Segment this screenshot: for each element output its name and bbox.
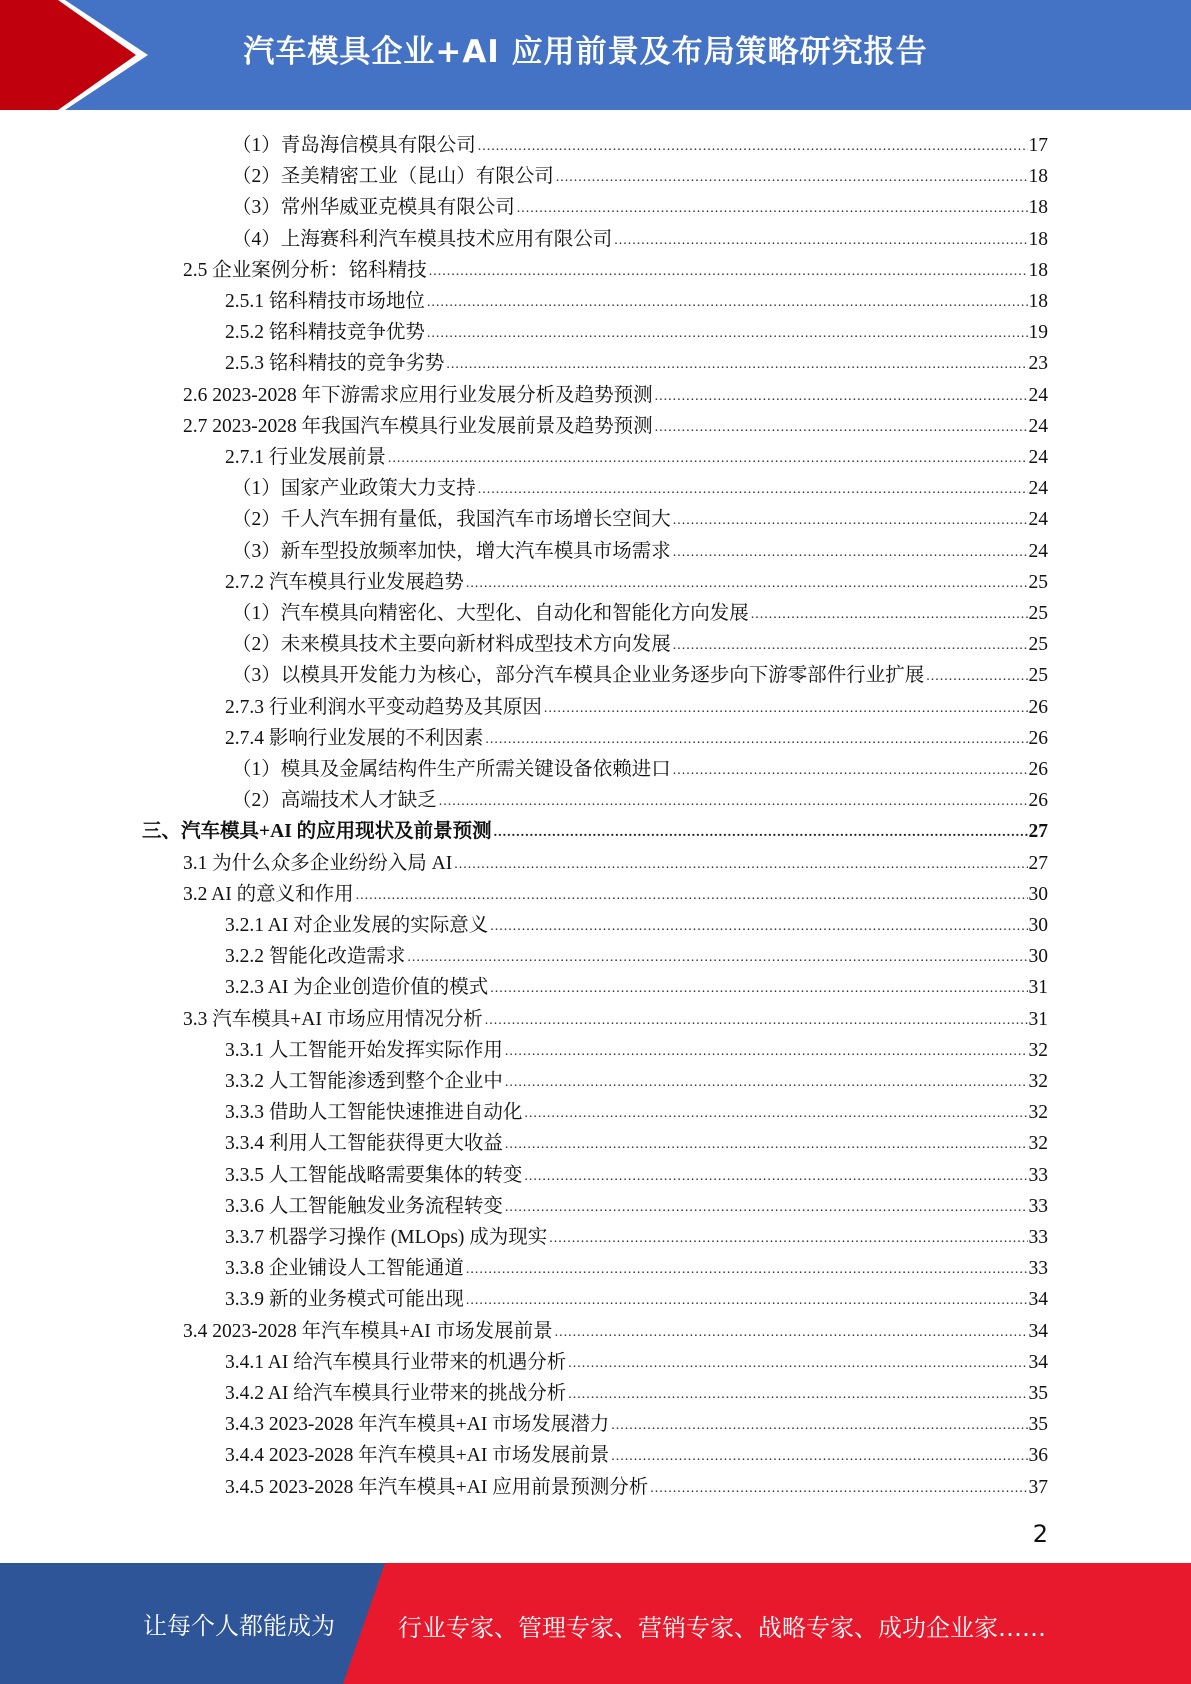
toc-entry[interactable] xyxy=(232,657,1048,688)
toc-dot-leader xyxy=(485,727,1027,751)
toc-entry-page: 26 xyxy=(1028,790,1048,812)
toc-dot-leader xyxy=(505,1070,1028,1094)
toc-entry-page: 26 xyxy=(1028,759,1048,780)
toc-entry[interactable] xyxy=(225,1219,1048,1250)
toc-dot-leader xyxy=(556,165,1028,189)
toc-entry-title: 2.5.2 铭科精技竞争优势 xyxy=(225,322,425,344)
footer-slogan-left: 让每个人都能成为 xyxy=(143,1612,335,1640)
toc-entry[interactable] xyxy=(225,938,1048,969)
toc-entry-title: （3）以模具开发能力为核心，部分汽车模具企业业务逐步向下游零部件行业扩展 xyxy=(232,665,925,687)
toc-entry-page: 26 xyxy=(1028,696,1048,718)
toc-entry-title: 3.3.8 企业铺设人工智能通道 xyxy=(225,1258,464,1280)
toc-entry-page: 35 xyxy=(1028,1414,1048,1436)
toc-entry[interactable] xyxy=(225,689,1048,720)
toc-entry-title: 3.3.4 利用人工智能获得更大收益 xyxy=(225,1133,503,1155)
toc-entry-page: 24 xyxy=(1028,384,1048,406)
toc-entry[interactable] xyxy=(183,252,1048,283)
footer-slogan-right: 行业专家、管理专家、营销专家、战略专家、成功企业家…… xyxy=(398,1614,1046,1642)
toc-entry-page: 19 xyxy=(1028,322,1048,344)
toc-dot-leader xyxy=(478,134,1028,158)
toc-entry[interactable] xyxy=(232,158,1048,189)
toc-entry[interactable] xyxy=(183,408,1048,439)
toc-dot-leader xyxy=(446,352,1027,376)
toc-entry[interactable] xyxy=(225,720,1048,751)
toc-entry-title: （3）新车型投放频率加快，增大汽车模具市场需求 xyxy=(232,540,671,562)
toc-entry-page: 33 xyxy=(1028,1227,1048,1248)
toc-entry-title: 3.2.1 AI 对企业发展的实际意义 xyxy=(225,915,489,936)
toc-entry-page: 30 xyxy=(1028,915,1048,936)
toc-dot-leader xyxy=(490,914,1027,938)
toc-dot-leader xyxy=(555,1320,1028,1344)
toc-entry[interactable] xyxy=(232,189,1048,220)
toc-entry-title: 3.3.1 人工智能开始发挥实际作用 xyxy=(225,1039,503,1061)
toc-entry-title: 3.4.5 2023-2028 年汽车模具+AI 应用前景预测分析 xyxy=(225,1476,649,1498)
toc-dot-leader xyxy=(478,477,1028,501)
toc-entry-title: 3.3.5 人工智能战略需要集体的转变 xyxy=(225,1164,523,1186)
toc-entry-title: 3.4.2 AI 给汽车模具行业带来的挑战分析 xyxy=(225,1383,567,1404)
toc-entry-page: 25 xyxy=(1028,634,1048,656)
toc-dot-leader xyxy=(549,1226,1027,1250)
toc-entry[interactable] xyxy=(232,127,1048,158)
toc-entry-page: 30 xyxy=(1028,883,1048,905)
toc-dot-leader xyxy=(505,1195,1028,1219)
toc-entry[interactable] xyxy=(225,1094,1048,1125)
toc-dot-leader xyxy=(505,1132,1028,1156)
toc-entry-title: （1）青岛海信模具有限公司 xyxy=(232,135,476,156)
toc-entry-title: （4）上海赛科利汽车模具技术应用有限公司 xyxy=(232,228,613,250)
toc-entry-title: 3.4.1 AI 给汽车模具行业带来的机遇分析 xyxy=(225,1351,567,1373)
toc-entry-page: 32 xyxy=(1028,1071,1048,1092)
toc-entry-title: （2）千人汽车拥有量低，我国汽车市场增长空间大 xyxy=(232,509,671,531)
toc-entry-page: 33 xyxy=(1028,1164,1048,1186)
toc-entry-title: 3.2.2 智能化改造需求 xyxy=(225,946,406,968)
toc-entry-title: 3.2.3 AI 为企业创造价值的模式 xyxy=(225,977,489,999)
toc-entry-page: 33 xyxy=(1028,1195,1048,1217)
toc-entry-title: 2.5 企业案例分析：铭科精技 xyxy=(183,259,427,281)
toc-entry-page: 24 xyxy=(1028,540,1048,562)
toc-entry-page: 25 xyxy=(1028,571,1048,593)
toc-entry-page: 34 xyxy=(1028,1351,1048,1373)
toc-entry-title: 3.3 汽车模具+AI 市场应用情况分析 xyxy=(183,1008,483,1030)
toc-entry-title: 2.5.3 铭科精技的竞争劣势 xyxy=(225,353,445,375)
toc-entry-page: 32 xyxy=(1028,1133,1048,1155)
toc-entry-title: 3.3.6 人工智能触发业务流程转变 xyxy=(225,1195,503,1217)
toc-dot-leader xyxy=(407,945,1027,969)
toc-dot-leader xyxy=(568,1351,1027,1375)
toc-entry-page: 24 xyxy=(1028,415,1048,437)
toc-entry-page: 34 xyxy=(1028,1320,1048,1342)
toc-entry[interactable] xyxy=(225,1250,1048,1281)
toc-entry[interactable] xyxy=(232,595,1048,626)
toc-entry-title: （2）未来模具技术主要向新材料成型技术方向发展 xyxy=(232,634,671,656)
toc-dot-leader xyxy=(751,602,1028,626)
toc-entry[interactable] xyxy=(225,1375,1048,1406)
toc-dot-leader xyxy=(490,976,1027,1000)
toc-entry-page: 25 xyxy=(1028,603,1048,624)
toc-dot-leader xyxy=(650,1476,1027,1500)
toc-entry[interactable] xyxy=(232,626,1048,657)
toc-entry[interactable] xyxy=(225,345,1048,376)
report-header xyxy=(0,0,1191,110)
toc-entry[interactable] xyxy=(232,533,1048,564)
toc-dot-leader xyxy=(427,321,1028,345)
toc-dot-leader xyxy=(494,820,1028,844)
toc-entry[interactable] xyxy=(183,1313,1048,1344)
toc-dot-leader xyxy=(611,1444,1027,1468)
toc-entry-page: 18 xyxy=(1028,259,1048,281)
toc-entry-page: 31 xyxy=(1028,977,1048,999)
toc-entry[interactable] xyxy=(232,751,1048,782)
toc-entry-page: 25 xyxy=(1028,665,1048,687)
toc-entry-page: 33 xyxy=(1028,1258,1048,1280)
toc-entry-title: 三、汽车模具+AI 的应用现状及前景预测 xyxy=(142,821,492,843)
toc-entry-title: 2.7.1 行业发展前景 xyxy=(225,447,386,468)
toc-entry[interactable] xyxy=(183,876,1048,907)
toc-dot-leader xyxy=(517,196,1028,220)
toc-dot-leader xyxy=(544,696,1028,720)
toc-dot-leader xyxy=(568,1382,1027,1406)
toc-entry-page: 35 xyxy=(1028,1383,1048,1404)
toc-entry[interactable] xyxy=(232,470,1048,501)
toc-dot-leader xyxy=(673,633,1028,657)
toc-dot-leader xyxy=(524,1101,1027,1125)
toc-entry-title: 2.7 2023-2028 年我国汽车模具行业发展前景及趋势预测 xyxy=(183,415,653,437)
toc-dot-leader xyxy=(524,1164,1027,1188)
toc-entry-title: （3）常州华威亚克模具有限公司 xyxy=(232,197,515,219)
toc-dot-leader xyxy=(466,1257,1028,1281)
toc-entry[interactable] xyxy=(225,1188,1048,1219)
toc-entry-page: 18 xyxy=(1028,166,1048,188)
toc-entry[interactable] xyxy=(225,314,1048,345)
toc-entry-title: 3.3.9 新的业务模式可能出现 xyxy=(225,1289,464,1311)
toc-entry[interactable] xyxy=(225,907,1048,938)
toc-entry-title: 2.6 2023-2028 年下游需求应用行业发展分析及趋势预测 xyxy=(183,384,653,406)
toc-entry-title: 3.3.3 借助人工智能快速推进自动化 xyxy=(225,1102,523,1124)
toc-entry-page: 17 xyxy=(1028,135,1048,156)
toc-entry-page: 24 xyxy=(1028,509,1048,531)
toc-entry-page: 27 xyxy=(1028,821,1048,843)
toc-entry[interactable] xyxy=(232,501,1048,532)
toc-entry-title: （2）圣美精密工业（昆山）有限公司 xyxy=(232,166,554,188)
toc-entry[interactable] xyxy=(183,845,1048,876)
toc-entry-page: 18 xyxy=(1028,228,1048,250)
toc-entry[interactable] xyxy=(225,1437,1048,1468)
toc-dot-leader xyxy=(505,1039,1028,1063)
toc-entry-page: 23 xyxy=(1028,353,1048,375)
toc-entry-title: 3.4 2023-2028 年汽车模具+AI 市场发展前景 xyxy=(183,1320,553,1342)
toc-entry[interactable] xyxy=(225,1125,1048,1156)
toc-entry[interactable] xyxy=(225,1344,1048,1375)
toc-entry-page: 24 xyxy=(1028,447,1048,468)
toc-entry[interactable] xyxy=(225,564,1048,595)
toc-entry-title: 3.2 AI 的意义和作用 xyxy=(183,883,354,905)
toc-entry[interactable] xyxy=(183,1001,1048,1032)
toc-entry-title: 3.3.7 机器学习操作 (MLOps) 成为现实 xyxy=(225,1227,548,1248)
toc-entry-page: 37 xyxy=(1028,1476,1048,1498)
toc-dot-leader xyxy=(356,883,1028,907)
toc-entry[interactable] xyxy=(225,1469,1048,1500)
toc-dot-leader xyxy=(614,228,1027,252)
toc-entry-title: 3.3.2 人工智能渗透到整个企业中 xyxy=(225,1071,503,1092)
toc-entry-page: 27 xyxy=(1028,852,1048,874)
toc-entry-page: 34 xyxy=(1028,1289,1048,1311)
toc-entry[interactable] xyxy=(225,283,1048,314)
toc-dot-leader xyxy=(388,446,1028,470)
toc-entry-title: 2.5.1 铭科精技市场地位 xyxy=(225,291,425,312)
toc-entry-title: 2.7.2 汽车模具行业发展趋势 xyxy=(225,571,464,593)
toc-entry-page: 30 xyxy=(1028,946,1048,968)
toc-entry-title: （1）模具及金属结构件生产所需关键设备依赖进口 xyxy=(232,759,671,780)
toc-dot-leader xyxy=(466,1288,1028,1312)
footer-banner xyxy=(0,1563,1191,1684)
toc-dot-leader xyxy=(454,852,1027,876)
page-number: 2 xyxy=(1032,1520,1048,1548)
toc-dot-leader xyxy=(655,415,1028,439)
toc-entry-title: 2.7.3 行业利润水平变动趋势及其原因 xyxy=(225,696,542,718)
report-title: 汽车模具企业+AI 应用前景及布局策略研究报告 xyxy=(243,34,928,70)
toc-entry[interactable] xyxy=(225,1406,1048,1437)
toc-entry[interactable] xyxy=(183,377,1048,408)
toc-dot-leader xyxy=(673,758,1028,782)
toc-dot-leader xyxy=(466,571,1028,595)
toc-dot-leader xyxy=(485,1008,1028,1032)
toc-entry-title: （2）高端技术人才缺乏 xyxy=(232,790,437,812)
toc-entry-page: 26 xyxy=(1028,727,1048,749)
toc-entry[interactable] xyxy=(225,1157,1048,1188)
toc-dot-leader xyxy=(655,384,1028,408)
toc-entry-title: （1）汽车模具向精密化、大型化、自动化和智能化方向发展 xyxy=(232,603,749,624)
toc-dot-leader xyxy=(673,540,1028,564)
toc-entry[interactable] xyxy=(225,1063,1048,1094)
toc-entry[interactable] xyxy=(225,1032,1048,1063)
toc-entry[interactable] xyxy=(232,782,1048,813)
toc-dot-leader xyxy=(427,290,1028,314)
toc-entry-page: 32 xyxy=(1028,1102,1048,1124)
toc-entry-page: 18 xyxy=(1028,291,1048,312)
toc-entry-page: 36 xyxy=(1028,1445,1048,1467)
toc-entry-page: 32 xyxy=(1028,1039,1048,1061)
toc-dot-leader xyxy=(673,508,1028,532)
toc-dot-leader xyxy=(611,1413,1027,1437)
toc-entry[interactable] xyxy=(142,813,1048,844)
toc-entry-page: 18 xyxy=(1028,197,1048,219)
toc-entry-title: 3.4.3 2023-2028 年汽车模具+AI 市场发展潜力 xyxy=(225,1414,610,1436)
toc-entry[interactable] xyxy=(225,439,1048,470)
toc-entry-title: 2.7.4 影响行业发展的不利因素 xyxy=(225,727,484,749)
toc-dot-leader xyxy=(429,259,1028,283)
toc-entry-title: （1）国家产业政策大力支持 xyxy=(232,478,476,500)
toc-entry-title: 3.1 为什么众多企业纷纷入局 AI xyxy=(183,852,453,874)
toc-entry[interactable] xyxy=(225,1281,1048,1312)
toc-entry-title: 3.4.4 2023-2028 年汽车模具+AI 市场发展前景 xyxy=(225,1445,610,1467)
toc-entry-page: 31 xyxy=(1028,1008,1048,1030)
toc-entry-page: 24 xyxy=(1028,478,1048,500)
toc-dot-leader xyxy=(926,664,1027,688)
toc-entry[interactable] xyxy=(232,221,1048,252)
toc-dot-leader xyxy=(439,789,1028,813)
toc-entry[interactable] xyxy=(225,969,1048,1000)
